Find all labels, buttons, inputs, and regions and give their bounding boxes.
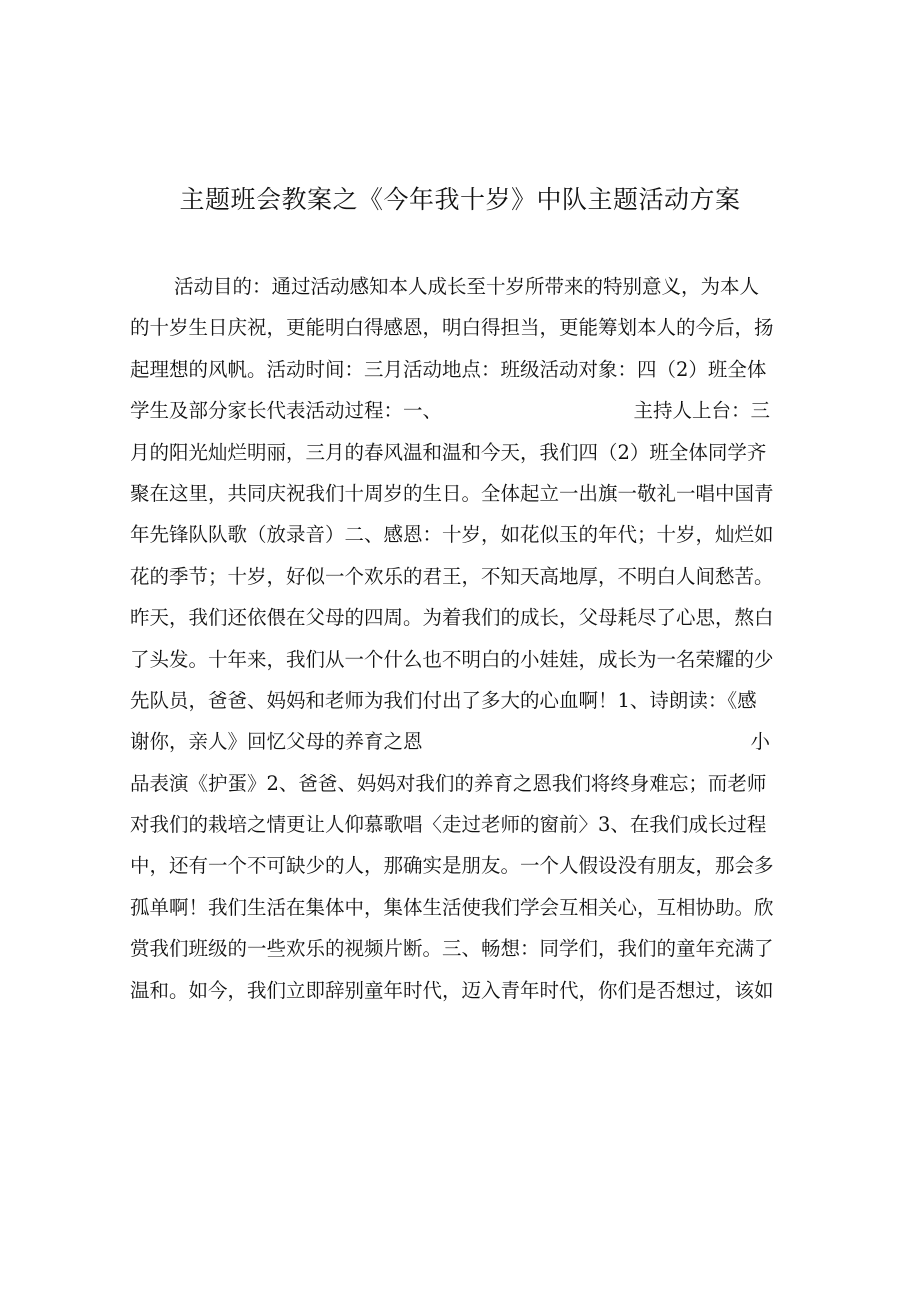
line-text: 聚在这里，共同庆祝我们十周岁的生日。全体起立一出旗一敬礼一唱中国青 [130,481,774,505]
line-text: 的十岁生日庆祝，更能明白得感恩，明白得担当，更能筹划本人的今后，扬 [130,316,774,340]
text-line [130,887,800,928]
line-text-tail: 小 [750,730,770,754]
line-text: 年先锋队队歌（放录音）二、感恩：十岁，如花似玉的年代；十岁，灿烂如 [130,523,774,547]
text-line [130,514,800,555]
line-text: 起理想的风帆。活动时间：三月活动地点：班级活动对象：四（2）班全体 [130,357,767,381]
line-text: 品表演《护蛋》2、爸爸、妈妈对我们的养育之恩我们将终身难忘；而老师 [130,771,767,795]
line-text: 谢你，亲人》回忆父母的养育之恩 [130,730,423,754]
line-text: 先队员，爸爸、妈妈和老师为我们付出了多大的心血啊！1、诗朗读：《感 [130,688,757,712]
text-line [130,970,800,1011]
line-text-tail: 主持人上台：三 [633,399,770,423]
document-body [130,266,800,1011]
line-text: 温和。如今，我们立即辞别童年时代，迈入青年时代，你们是否想过，该如 [130,978,774,1002]
text-line [130,432,800,473]
text-line [130,928,800,969]
text-line [130,349,800,390]
line-text: 活动目的：通过活动感知本人成长至十岁所带来的特别意义，为本人 [174,275,760,298]
text-line [130,597,800,638]
line-text: 花的季节；十岁，好似一个欢乐的君王，不知天高地厚，不明白人间愁苦。 [130,564,774,588]
text-line [130,804,800,845]
text-line [130,266,800,307]
line-text: 赏我们班级的一些欢乐的视频片断。三、畅想：同学们，我们的童年充满了 [130,937,774,961]
line-text: 月的阳光灿烂明丽，三月的春风温和温和今天，我们四（2）班全体同学齐 [130,440,767,464]
line-text: 中，还有一个不可缺少的人，那确实是朋友。一个人假设没有朋友，那会多 [130,854,774,878]
text-line [130,390,800,431]
text-line [130,639,800,680]
text-line [130,763,800,804]
line-text: 了头发。十年来，我们从一个什么也不明白的小娃娃，成长为一名荣耀的少 [130,647,774,671]
line-text: 孤单啊！我们生活在集体中，集体生活使我们学会互相关心，互相协助。欣 [130,895,774,919]
text-line [130,680,800,721]
line-text: 昨天，我们还依偎在父母的四周。为着我们的成长，父母耗尽了心思，熬白 [130,606,774,630]
line-text: 学生及部分家长代表活动过程：一、 [130,399,443,423]
line-text: 对我们的栽培之情更让人仰慕歌唱〈走过老师的窗前〉3、在我们成长过程 [130,813,767,837]
text-line [130,473,800,514]
text-line [130,556,800,597]
text-line [130,721,800,762]
text-line [130,845,800,886]
text-line [130,307,800,348]
document-title: 主题班会教案之《今年我十岁》中队主题活动方案 [179,185,741,214]
